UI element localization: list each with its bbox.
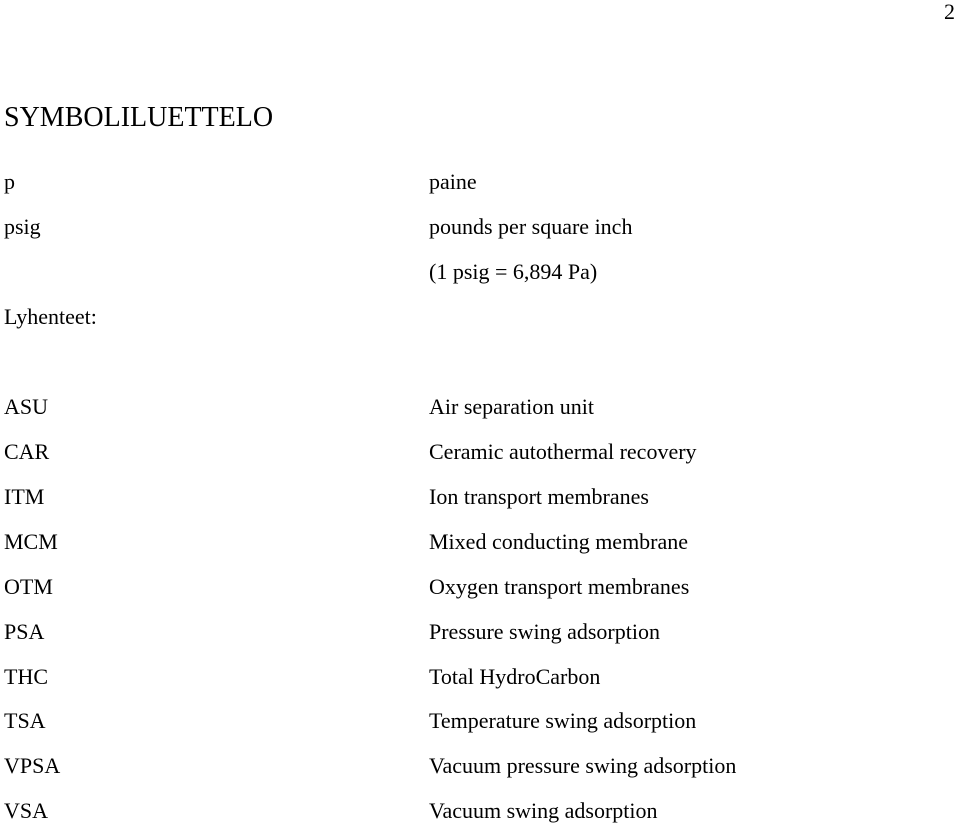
- abbreviation-meaning: Oxygen transport membranes: [429, 574, 690, 599]
- abbreviation-meaning: Vacuum pressure swing adsorption: [429, 753, 737, 778]
- abbreviation-row: [0, 482, 959, 512]
- symbol-row: [0, 167, 959, 197]
- abbreviation-row: [0, 796, 959, 826]
- abbreviation-meaning: Vacuum swing adsorption: [429, 798, 658, 823]
- abbreviation-row: [0, 751, 959, 781]
- abbreviation-term: VSA: [4, 798, 49, 823]
- abbreviation-row: [0, 437, 959, 467]
- symbol-term: p: [4, 169, 15, 194]
- abbreviation-meaning: Mixed conducting membrane: [429, 529, 689, 554]
- abbreviation-row: [0, 706, 959, 736]
- symbol-description: paine: [429, 169, 477, 194]
- symbol-description: pounds per square inch: [429, 214, 633, 239]
- abbreviation-meaning: Total HydroCarbon: [429, 664, 601, 689]
- abbreviation-term: THC: [4, 664, 48, 689]
- abbreviations-label: Lyhenteet:: [4, 304, 97, 329]
- abbreviation-term: MCM: [4, 529, 58, 554]
- abbreviation-meaning: Pressure swing adsorption: [429, 619, 660, 644]
- abbreviation-term: CAR: [4, 439, 50, 464]
- abbreviation-row: [0, 392, 959, 422]
- page-number: 2: [944, 0, 955, 24]
- abbreviation-term: VPSA: [4, 753, 61, 778]
- symbol-row: [0, 212, 959, 242]
- symbol-row: [0, 257, 959, 287]
- abbreviation-row: [0, 617, 959, 647]
- symbol-term: psig: [4, 214, 41, 239]
- abbreviation-term: ASU: [4, 394, 49, 419]
- page-title: SYMBOLILUETTELO: [4, 102, 274, 133]
- abbreviation-row: [0, 662, 959, 692]
- abbreviation-meaning: Temperature swing adsorption: [429, 708, 697, 733]
- abbreviation-meaning: Air separation unit: [429, 394, 594, 419]
- abbreviation-meaning: Ion transport membranes: [429, 484, 649, 509]
- symbol-description: (1 psig = 6,894 Pa): [429, 259, 598, 284]
- abbreviation-term: OTM: [4, 574, 53, 599]
- abbreviation-row: [0, 527, 959, 557]
- abbreviation-term: ITM: [4, 484, 45, 509]
- abbreviation-term: TSA: [4, 708, 46, 733]
- abbreviation-meaning: Ceramic autothermal recovery: [429, 439, 697, 464]
- abbreviation-term: PSA: [4, 619, 45, 644]
- abbreviation-row: [0, 572, 959, 602]
